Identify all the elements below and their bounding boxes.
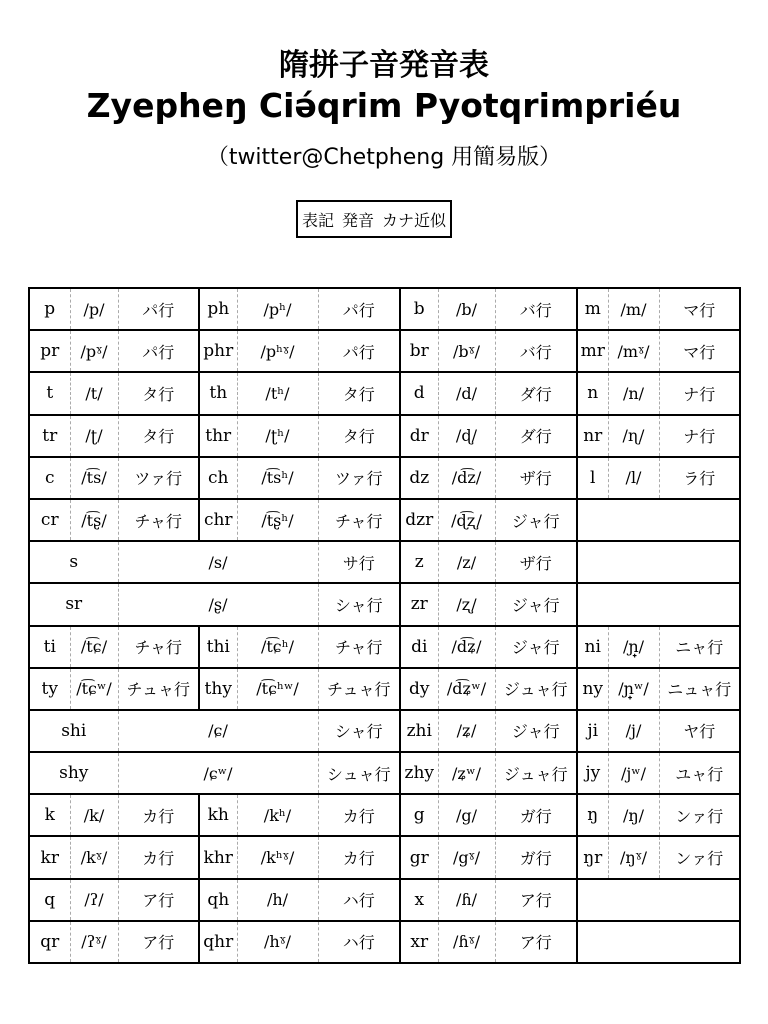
pronunciation-cell: /ŋ/ — [608, 794, 659, 836]
pronunciation-cell: /pʰˠ/ — [237, 330, 318, 372]
pronunciation-cell: /ɲ̟/ — [608, 626, 659, 668]
kana-cell: カ行 — [318, 836, 400, 878]
pronunciation-cell: /t͡sʰ/ — [237, 457, 318, 499]
pronunciation-cell: /s/ — [118, 541, 318, 583]
pronunciation-cell: /b/ — [438, 288, 495, 330]
kana-cell: パ行 — [318, 288, 400, 330]
pronunciation-cell: /g/ — [438, 794, 495, 836]
empty-cell — [577, 541, 740, 583]
kana-cell: ジャ行 — [495, 583, 577, 625]
letter-cell: gr — [400, 836, 438, 878]
kana-cell: ンァ行 — [659, 836, 740, 878]
kana-cell: カ行 — [118, 794, 199, 836]
page-title-japanese: 隋拼子音発音表 — [279, 48, 489, 83]
kana-cell: ジュャ行 — [495, 668, 577, 710]
pronunciation-cell: /t͡s/ — [70, 457, 118, 499]
page-title-romanized: Zyepheŋ Ciə́qrim Pyotqrimpriéu — [86, 86, 682, 125]
pronunciation-cell: /t͡ɕʰ/ — [237, 626, 318, 668]
kana-cell: パ行 — [118, 330, 199, 372]
kana-cell: ジュャ行 — [495, 752, 577, 794]
kana-cell: タ行 — [318, 372, 400, 414]
pronunciation-cell: /kʰˠ/ — [237, 836, 318, 878]
letter-cell: khr — [199, 836, 237, 878]
letter-cell: chr — [199, 499, 237, 541]
letter-cell: shi — [29, 710, 118, 752]
empty-cell — [577, 879, 740, 921]
letter-cell: thy — [199, 668, 237, 710]
letter-cell: ni — [577, 626, 608, 668]
letter-cell: sr — [29, 583, 118, 625]
pronunciation-cell: /d͡ʑʷ/ — [438, 668, 495, 710]
pronunciation-cell: /ʔ/ — [70, 879, 118, 921]
pronunciation-cell: /hˠ/ — [237, 921, 318, 963]
kana-cell: シャ行 — [318, 583, 400, 625]
pronunciation-cell: /m/ — [608, 288, 659, 330]
kana-cell: チャ行 — [118, 626, 199, 668]
letter-cell: ty — [29, 668, 70, 710]
pronunciation-cell: /ɦˠ/ — [438, 921, 495, 963]
kana-cell: シャ行 — [318, 710, 400, 752]
letter-cell: x — [400, 879, 438, 921]
pronunciation-cell: /ʐ/ — [438, 583, 495, 625]
kana-cell: ア行 — [118, 921, 199, 963]
pronunciation-cell: /tʰ/ — [237, 372, 318, 414]
letter-cell: kr — [29, 836, 70, 878]
pronunciation-cell: /ɳ/ — [608, 415, 659, 457]
kana-cell: ツァ行 — [318, 457, 400, 499]
table-row — [29, 583, 740, 625]
kana-cell: ザ行 — [495, 541, 577, 583]
letter-cell: dzr — [400, 499, 438, 541]
kana-cell: バ行 — [495, 288, 577, 330]
legend-notation: 表記 — [302, 210, 335, 230]
letter-cell: m — [577, 288, 608, 330]
table-row — [29, 921, 740, 963]
kana-cell: チュャ行 — [318, 668, 400, 710]
letter-cell: xr — [400, 921, 438, 963]
pronunciation-cell: /ɖ/ — [438, 415, 495, 457]
letter-cell: jy — [577, 752, 608, 794]
kana-cell: パ行 — [118, 288, 199, 330]
letter-cell: b — [400, 288, 438, 330]
pronunciation-cell: /ʑʷ/ — [438, 752, 495, 794]
empty-cell — [577, 583, 740, 625]
empty-cell — [577, 921, 740, 963]
pronunciation-cell: /ɖ͡ʐ/ — [438, 499, 495, 541]
table-row — [29, 415, 740, 457]
legend-kana-approximation: カナ近似 — [382, 210, 447, 230]
pronunciation-cell: /t͡ʂʰ/ — [237, 499, 318, 541]
kana-cell: ハ行 — [318, 921, 400, 963]
pronunciation-cell: /p/ — [70, 288, 118, 330]
table-row — [29, 499, 740, 541]
table-row — [29, 457, 740, 499]
pronunciation-cell: /z/ — [438, 541, 495, 583]
table-row — [29, 879, 740, 921]
kana-cell: ラ行 — [659, 457, 740, 499]
letter-cell: zhi — [400, 710, 438, 752]
letter-cell: th — [199, 372, 237, 414]
letter-cell: ch — [199, 457, 237, 499]
pronunciation-cell: /kˠ/ — [70, 836, 118, 878]
kana-cell: ガ行 — [495, 836, 577, 878]
kana-cell: ア行 — [118, 879, 199, 921]
kana-cell: タ行 — [318, 415, 400, 457]
pronunciation-cell: /k/ — [70, 794, 118, 836]
table-row — [29, 541, 740, 583]
kana-cell: ダ行 — [495, 415, 577, 457]
kana-cell: ア行 — [495, 879, 577, 921]
pronunciation-cell: /mˠ/ — [608, 330, 659, 372]
pronunciation-cell: /l/ — [608, 457, 659, 499]
pronunciation-cell: /t͡ɕʰʷ/ — [237, 668, 318, 710]
letter-cell: cr — [29, 499, 70, 541]
kana-cell: タ行 — [118, 415, 199, 457]
letter-cell: z — [400, 541, 438, 583]
kana-cell: パ行 — [318, 330, 400, 372]
pronunciation-cell: /ʑ/ — [438, 710, 495, 752]
table-row — [29, 330, 740, 372]
letter-cell: dz — [400, 457, 438, 499]
kana-cell: マ行 — [659, 288, 740, 330]
letter-cell: thr — [199, 415, 237, 457]
pronunciation-cell: /jʷ/ — [608, 752, 659, 794]
kana-cell: ア行 — [495, 921, 577, 963]
pronunciation-cell: /kʰ/ — [237, 794, 318, 836]
empty-cell — [577, 499, 740, 541]
letter-cell: ph — [199, 288, 237, 330]
letter-cell: ji — [577, 710, 608, 752]
kana-cell: ダ行 — [495, 372, 577, 414]
letter-cell: pr — [29, 330, 70, 372]
pronunciation-cell: /t͡ɕʷ/ — [70, 668, 118, 710]
letter-cell: c — [29, 457, 70, 499]
pronunciation-cell: /t͡ɕ/ — [70, 626, 118, 668]
kana-cell: ナ行 — [659, 415, 740, 457]
letter-cell: ny — [577, 668, 608, 710]
kana-cell: チャ行 — [118, 499, 199, 541]
kana-cell: ツァ行 — [118, 457, 199, 499]
table-row — [29, 794, 740, 836]
kana-cell: ザ行 — [495, 457, 577, 499]
kana-cell: ヤ行 — [659, 710, 740, 752]
pronunciation-cell: /ʔˠ/ — [70, 921, 118, 963]
kana-cell: ハ行 — [318, 879, 400, 921]
kana-cell: ジャ行 — [495, 626, 577, 668]
pronunciation-cell: /j/ — [608, 710, 659, 752]
kana-cell: カ行 — [318, 794, 400, 836]
letter-cell: ŋ — [577, 794, 608, 836]
table-row — [29, 668, 740, 710]
letter-cell: k — [29, 794, 70, 836]
table-row — [29, 752, 740, 794]
letter-cell: qr — [29, 921, 70, 963]
letter-cell: t — [29, 372, 70, 414]
letter-cell: n — [577, 372, 608, 414]
kana-cell: ジャ行 — [495, 499, 577, 541]
table-row — [29, 288, 740, 330]
pronunciation-cell: /t͡ʂ/ — [70, 499, 118, 541]
pronunciation-cell: /pˠ/ — [70, 330, 118, 372]
pronunciation-cell: /d/ — [438, 372, 495, 414]
letter-cell: ti — [29, 626, 70, 668]
letter-cell: g — [400, 794, 438, 836]
table-row — [29, 836, 740, 878]
kana-cell: チャ行 — [318, 626, 400, 668]
table-row — [29, 372, 740, 414]
pronunciation-cell: /n/ — [608, 372, 659, 414]
letter-cell: zr — [400, 583, 438, 625]
pronunciation-cell: /ɦ/ — [438, 879, 495, 921]
pronunciation-cell: /ɕʷ/ — [118, 752, 318, 794]
pronunciation-cell: /ŋˠ/ — [608, 836, 659, 878]
letter-cell: mr — [577, 330, 608, 372]
kana-cell: チャ行 — [318, 499, 400, 541]
letter-cell: phr — [199, 330, 237, 372]
pronunciation-cell: /bˠ/ — [438, 330, 495, 372]
kana-cell: ニャ行 — [659, 626, 740, 668]
letter-cell: dr — [400, 415, 438, 457]
table-row — [29, 626, 740, 668]
page-subtitle: （twitter@Chetpheng 用簡易版） — [206, 145, 562, 170]
pronunciation-cell: /d͡z/ — [438, 457, 495, 499]
letter-cell: thi — [199, 626, 237, 668]
letter-cell: kh — [199, 794, 237, 836]
kana-cell: カ行 — [118, 836, 199, 878]
table-row — [29, 710, 740, 752]
kana-cell: マ行 — [659, 330, 740, 372]
kana-cell: ニュャ行 — [659, 668, 740, 710]
pronunciation-cell: /ɕ/ — [118, 710, 318, 752]
letter-cell: s — [29, 541, 118, 583]
pronunciation-cell: /ʈ/ — [70, 415, 118, 457]
kana-cell: ンァ行 — [659, 794, 740, 836]
letter-cell: qhr — [199, 921, 237, 963]
letter-cell: br — [400, 330, 438, 372]
kana-cell: ユャ行 — [659, 752, 740, 794]
pronunciation-cell: /gˠ/ — [438, 836, 495, 878]
pronunciation-cell: /ɲ̟ʷ/ — [608, 668, 659, 710]
kana-cell: タ行 — [118, 372, 199, 414]
kana-cell: サ行 — [318, 541, 400, 583]
letter-cell: q — [29, 879, 70, 921]
kana-cell: ナ行 — [659, 372, 740, 414]
pronunciation-cell: /t/ — [70, 372, 118, 414]
kana-cell: バ行 — [495, 330, 577, 372]
kana-cell: ジャ行 — [495, 710, 577, 752]
letter-cell: p — [29, 288, 70, 330]
pronunciation-cell: /ʂ/ — [118, 583, 318, 625]
letter-cell: qh — [199, 879, 237, 921]
kana-cell: シュャ行 — [318, 752, 400, 794]
pronunciation-cell: /h/ — [237, 879, 318, 921]
legend-pronunciation: 発音 — [342, 210, 375, 230]
kana-cell: ガ行 — [495, 794, 577, 836]
letter-cell: di — [400, 626, 438, 668]
letter-cell: nr — [577, 415, 608, 457]
letter-cell: d — [400, 372, 438, 414]
letter-cell: l — [577, 457, 608, 499]
letter-cell: zhy — [400, 752, 438, 794]
pronunciation-cell: /ʈʰ/ — [237, 415, 318, 457]
column-legend — [296, 200, 452, 238]
consonant-table — [28, 287, 741, 964]
pronunciation-cell: /d͡ʑ/ — [438, 626, 495, 668]
letter-cell: ŋr — [577, 836, 608, 878]
letter-cell: dy — [400, 668, 438, 710]
letter-cell: tr — [29, 415, 70, 457]
pronunciation-cell: /pʰ/ — [237, 288, 318, 330]
kana-cell: チュャ行 — [118, 668, 199, 710]
letter-cell: shy — [29, 752, 118, 794]
